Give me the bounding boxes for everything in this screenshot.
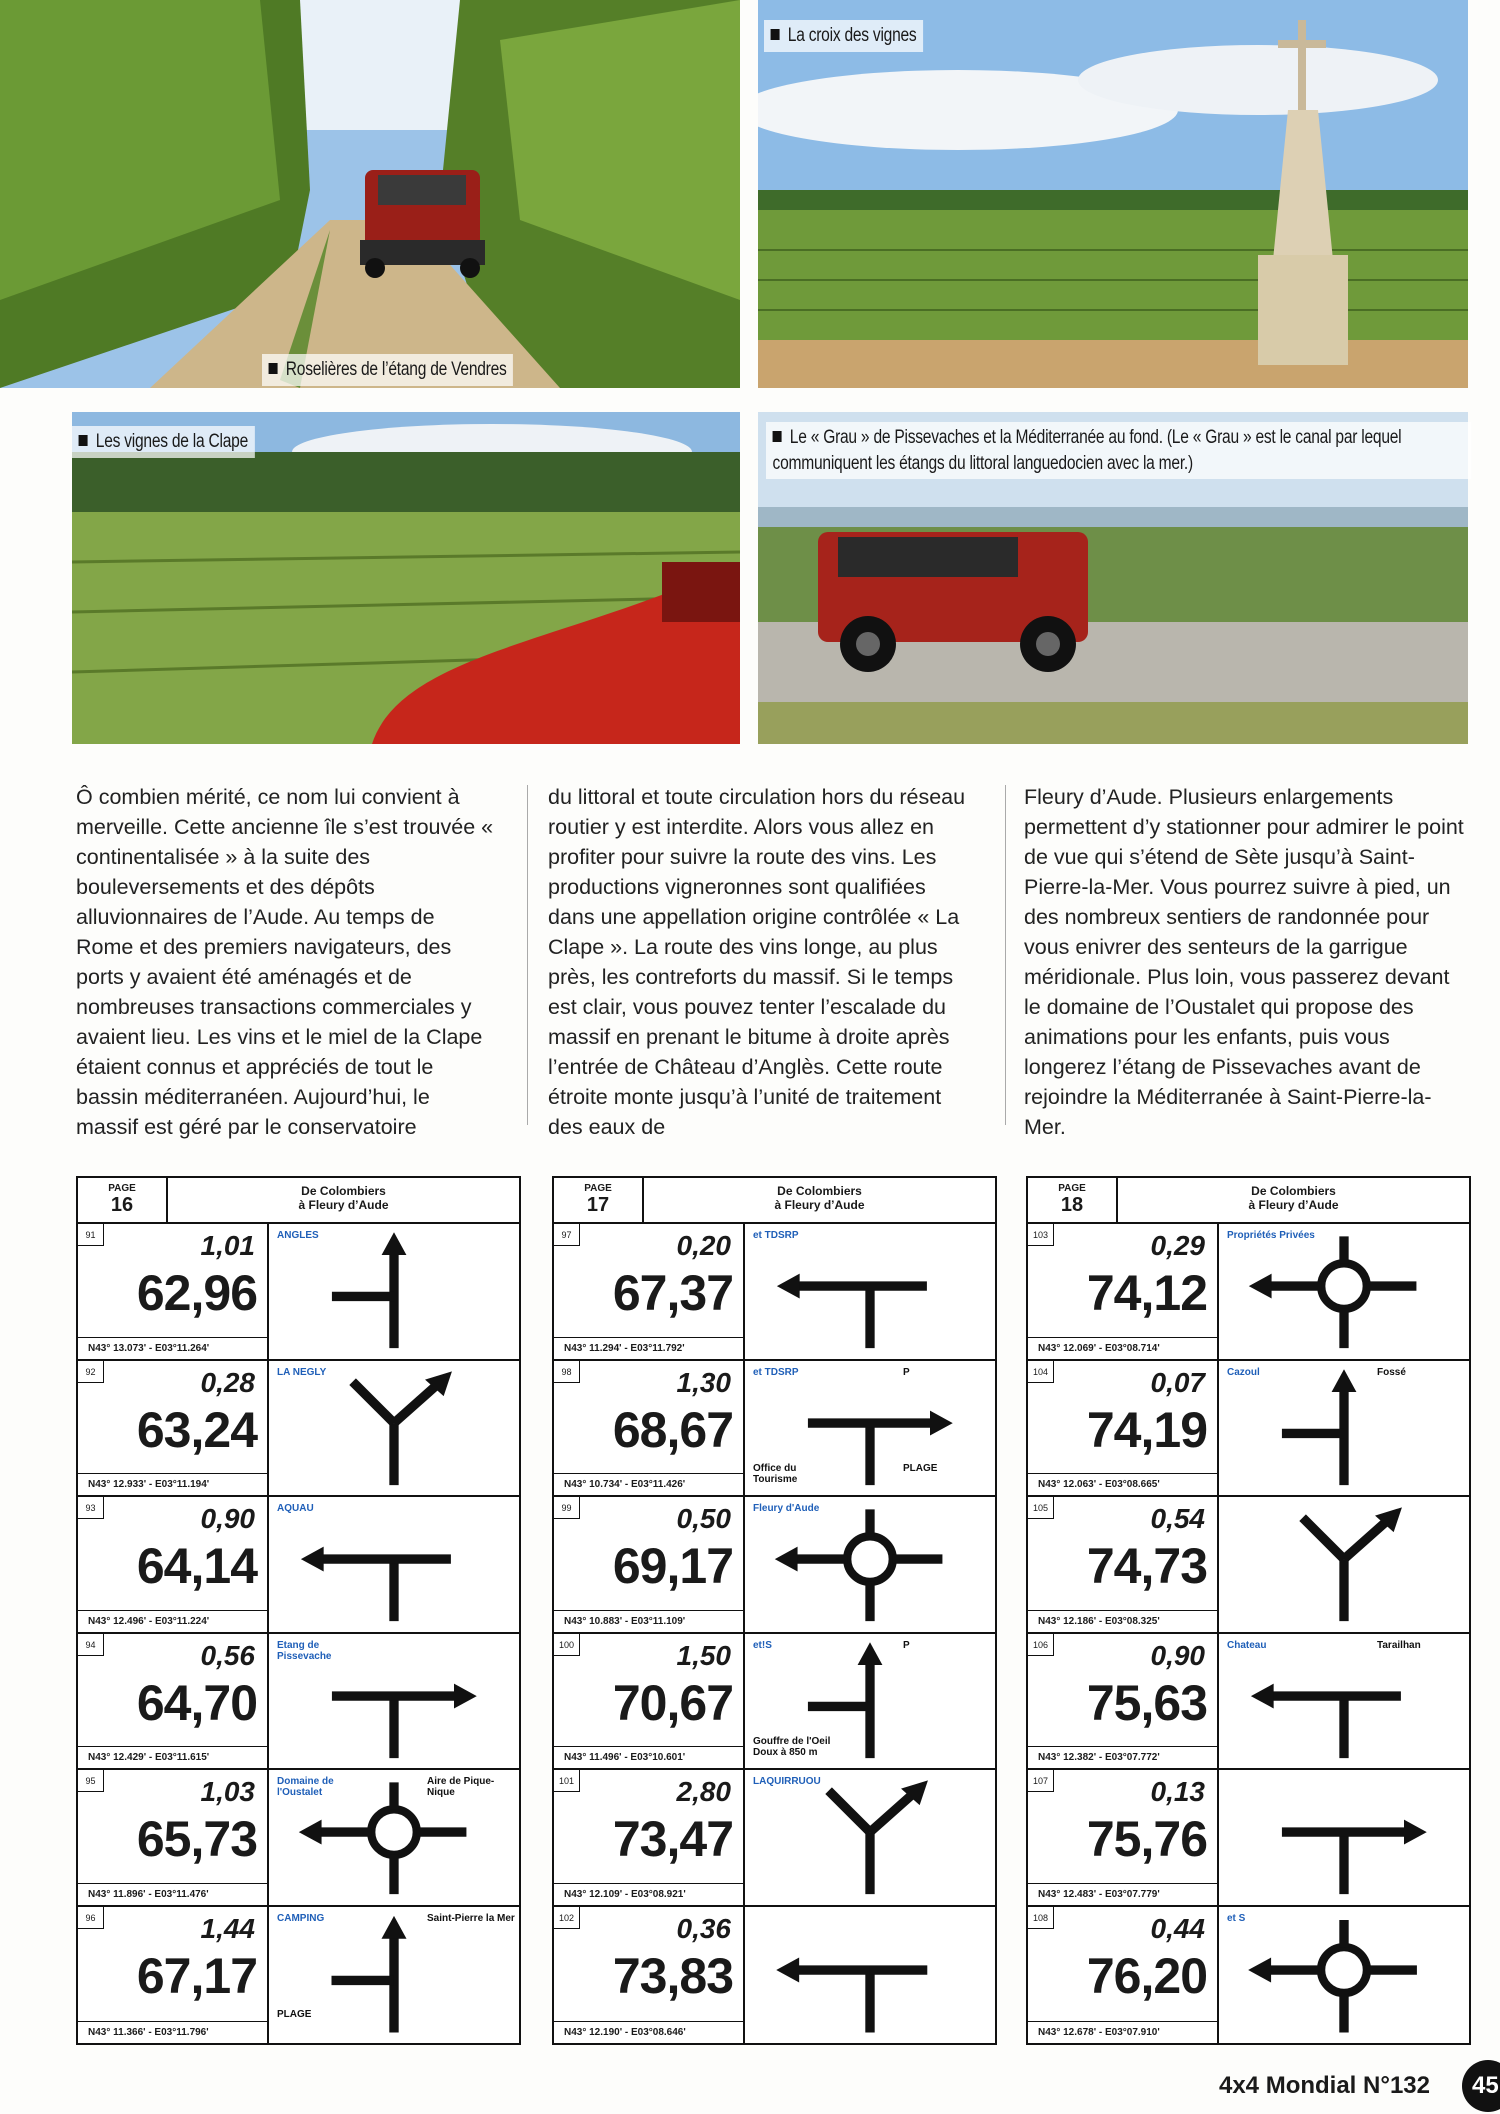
roadbook-row (78, 1770, 519, 1907)
tulip-label: Office du Tourisme (753, 1462, 798, 1485)
total-distance: 75,76 (1086, 1811, 1207, 1867)
roadbook-row (1028, 1497, 1469, 1634)
roadbook-tulip-cell (745, 1361, 995, 1496)
caption-text: La croix des vignes (787, 25, 917, 46)
gps-coordinates: N43° 12.382' - E03°07.772' (1028, 1746, 1217, 1768)
partial-distance: 1,03 (200, 1776, 255, 1807)
total-distance: 65,73 (136, 1811, 257, 1867)
roadbook-header (1028, 1178, 1469, 1224)
article-column-3: Fleury d’Aude. Plusieurs enlargements permettent d’y stationner pour admirer le point de vue qui s’étend de Sète jusqu’à Saint-Pierre-la-Mer. Vous pourrez suivre à pied, un des nombreux sentiers de randonnée pour vous enivrer des senteurs de la garrigue méridionale. Plus loin, vous passerez devant le domaine de l’Oustalet qui propose des animations pour les enfants, puis vous longerez l’étang de Pissevaches avant de rejoindre la Méditerranée à Saint-Pierre-la-Mer. (1024, 785, 1464, 1139)
gps-coordinates: N43° 12.429' - E03°11.615' (78, 1746, 267, 1768)
partial-distance: 0,90 (200, 1503, 255, 1534)
partial-distance: 0,54 (1150, 1503, 1205, 1534)
total-distance: 74,12 (1086, 1265, 1207, 1321)
gps-coordinates: N43° 12.109' - E03°08.921' (554, 1883, 743, 1905)
roadbook-row (554, 1497, 995, 1634)
roadbook-tulip-cell (745, 1770, 995, 1905)
tulip-diagram-icon (1219, 1497, 1469, 1632)
photo-croix (758, 0, 1468, 388)
caption-square-icon (773, 431, 782, 442)
photo-croix-image (758, 0, 1468, 388)
partial-distance: 0,56 (200, 1639, 255, 1671)
tulip-label: AQUAU (277, 1503, 314, 1514)
tulip-diagram-icon (1219, 1224, 1469, 1359)
waypoint-number: 98 (554, 1361, 580, 1383)
total-distance: 70,67 (612, 1674, 733, 1731)
total-distance: 76,20 (1086, 1947, 1207, 2004)
total-distance: 62,96 (136, 1265, 257, 1321)
roadbook-distance-cell (554, 1634, 745, 1769)
tulip-label: P (903, 1639, 910, 1651)
gps-coordinates: N43° 12.496' - E03°11.224' (78, 1610, 267, 1632)
tulip-label: Propriétés Privées (1227, 1230, 1315, 1241)
tulip-diagram-icon (269, 1497, 519, 1632)
roadbook-distance-cell (78, 1907, 269, 2044)
waypoint-number: 99 (554, 1497, 580, 1519)
caption-text: Les vignes de la Clape (95, 431, 249, 452)
roadbook-row (1028, 1770, 1469, 1907)
roadbook-row (78, 1907, 519, 2044)
total-distance: 68,67 (612, 1401, 733, 1458)
caption-square-icon (269, 363, 278, 374)
tulip-diagram-icon (269, 1224, 519, 1359)
gps-coordinates: N43° 11.896' - E03°11.476' (78, 1883, 267, 1905)
roadbook-tulip-cell (269, 1224, 519, 1359)
photo-roselieres (0, 0, 740, 388)
tulip-label: Aire de Pique-Nique (427, 1776, 495, 1798)
waypoint-number: 96 (78, 1907, 104, 1929)
roadbook-table (552, 1176, 997, 2045)
caption-text: Le « Grau » de Pissevaches et la Méditerranée au fond. (Le « Grau » est le canal par lequel communiquent les étangs du littoral languedocien avec la mer.) (772, 427, 1402, 474)
waypoint-number: 104 (1028, 1361, 1054, 1383)
gps-coordinates: N43° 12.190' - E03°08.646' (554, 2021, 743, 2043)
gps-coordinates: N43° 10.883' - E03°11.109' (554, 1610, 743, 1632)
waypoint-number: 92 (78, 1361, 104, 1383)
route-title: De Colombiers à Fleury d’Aude (298, 1184, 389, 1212)
roadbook-distance-cell (78, 1224, 269, 1359)
roadbook-distance-cell (1028, 1770, 1219, 1905)
waypoint-number: 105 (1028, 1497, 1054, 1519)
roadbook-header (78, 1178, 519, 1224)
waypoint-number: 103 (1028, 1224, 1054, 1246)
roadbook-page-cell (78, 1178, 168, 1222)
roadbook-row (554, 1634, 995, 1771)
total-distance: 74,19 (1086, 1401, 1207, 1458)
roadbook-distance-cell (1028, 1497, 1219, 1632)
gps-coordinates: N43° 10.734' - E03°11.426' (554, 1473, 743, 1495)
tulip-label: Saint-Pierre la Mer (427, 1912, 515, 1924)
roadbook-row (554, 1361, 995, 1498)
roadbook-distance-cell (1028, 1634, 1219, 1769)
roadbook-tulip-cell (1219, 1361, 1469, 1496)
total-distance: 69,17 (612, 1538, 733, 1594)
gps-coordinates: N43° 11.366' - E03°11.796' (78, 2021, 267, 2043)
page-number: 18 (1060, 1194, 1084, 1216)
roadbook-distance-cell (1028, 1907, 1219, 2044)
roadbook-tulip-cell (269, 1361, 519, 1496)
caption-roselieres (262, 354, 513, 386)
waypoint-number: 108 (1028, 1907, 1054, 1929)
page-label: PAGE (1058, 1183, 1086, 1194)
tulip-label: Etang de Pissevache (277, 1639, 332, 1662)
partial-distance: 0,50 (676, 1503, 731, 1534)
tulip-diagram-icon (269, 1361, 519, 1496)
total-distance: 64,70 (136, 1674, 257, 1731)
roadbook-distance-cell (78, 1361, 269, 1496)
waypoint-number: 97 (554, 1224, 580, 1246)
total-distance: 63,24 (136, 1401, 257, 1458)
photo-roselieres-image (0, 0, 740, 388)
gps-coordinates: N43° 12.186' - E03°08.325' (1028, 1610, 1217, 1632)
roadbook-row (1028, 1224, 1469, 1361)
partial-distance: 0,29 (1150, 1230, 1205, 1261)
page-number-badge: 45 (1462, 2060, 1500, 2112)
waypoint-number: 95 (78, 1770, 104, 1792)
roadbook-row (78, 1361, 519, 1498)
roadbook-tulip-cell (269, 1907, 519, 2044)
route-title: De Colombiers à Fleury d’Aude (774, 1184, 865, 1212)
roadbook-tulip-cell (1219, 1907, 1469, 2044)
article-column-2: du littoral et toute circulation hors du réseau routier y est interdite. Alors vous allez en profiter pour suivre la route des vins. Les productions vigneronnes sont qualifiées dans une appellation origine contrôlée « La Clape ». La route des vins longe, au plus près, les contreforts du massif. Si le temps est clair, vous pouvez tenter l’escalade du massif en prenant le bitume à droite après l’entrée de Château d’Anglès. Cette route étroite monte jusqu’à l’unité de traitement des eaux de (548, 785, 966, 1139)
roadbook-tulip-cell (1219, 1770, 1469, 1905)
page-label: PAGE (108, 1183, 136, 1194)
roadbook-tulip-cell (269, 1634, 519, 1769)
roadbook-table (76, 1176, 521, 2045)
article-column-1: Ô combien mérité, ce nom lui convient à merveille. Cette ancienne île s’est trouvée « continentalisée » à la suite des bouleversements et des dépôts alluvionnaires de l’Aude. Au temps de Rome et des premiers navigateurs, des ports y avaient été aménagés et de nombreuses transactions commerciales y avaient lieu. Les vins et le miel de la Clape étaient connus et appréciés de tout le bassin méditerranéen. Aujourd’hui, le massif est géré par le conservatoire (76, 785, 494, 1139)
tulip-label: Tarailhan (1377, 1639, 1421, 1651)
roadbook-row (554, 1907, 995, 2044)
tulip-diagram-icon (1219, 1907, 1469, 2044)
caption-text: Roselières de l’étang de Vendres (285, 359, 507, 380)
roadbook-distance-cell (1028, 1361, 1219, 1496)
roadbook-page-cell (1028, 1178, 1118, 1222)
roadbook-tulip-cell (745, 1907, 995, 2044)
partial-distance: 1,50 (676, 1639, 731, 1671)
column-divider (1005, 785, 1006, 1125)
roadbook-distance-cell (78, 1634, 269, 1769)
roadbook-distance-cell (554, 1497, 745, 1632)
tulip-diagram-icon (1219, 1770, 1469, 1905)
tulip-label: Chateau (1227, 1639, 1267, 1651)
roadbook-row (1028, 1634, 1469, 1771)
roadbook-header (554, 1178, 995, 1224)
total-distance: 67,37 (612, 1265, 733, 1321)
roadbook-tulip-cell (1219, 1224, 1469, 1359)
roadbook-tulip-cell (745, 1497, 995, 1632)
caption-square-icon (771, 29, 780, 40)
tulip-label: Gouffre de l'Oeil Doux à 850 m (753, 1735, 831, 1758)
tulip-diagram-icon (269, 1907, 519, 2044)
roadbook-tulip-cell (1219, 1634, 1469, 1769)
waypoint-number: 91 (78, 1224, 104, 1246)
roadbook-tulip-cell (745, 1224, 995, 1359)
tulip-label: PLAGE (277, 2008, 312, 2020)
magazine-footer: 4x4 Mondial N°132 (1218, 2072, 1430, 2099)
partial-distance: 2,80 (676, 1776, 731, 1807)
tulip-diagram-icon (745, 1224, 995, 1359)
caption-grau (766, 422, 1471, 479)
tulip-label: Cazoul (1227, 1366, 1260, 1378)
tulip-diagram-icon (745, 1907, 995, 2044)
page-number: 17 (586, 1194, 610, 1216)
roadbook-row (554, 1770, 995, 1907)
roadbook-row (78, 1224, 519, 1361)
route-title: De Colombiers à Fleury d’Aude (1248, 1184, 1339, 1212)
tulip-label: et!S (753, 1639, 772, 1651)
roadbook-tulip-cell (269, 1497, 519, 1632)
page-label: PAGE (584, 1183, 612, 1194)
partial-distance: 0,90 (1150, 1639, 1205, 1671)
waypoint-number: 107 (1028, 1770, 1054, 1792)
roadbook-distance-cell (1028, 1224, 1219, 1359)
partial-distance: 1,30 (676, 1366, 731, 1398)
gps-coordinates: N43° 12.678' - E03°07.910' (1028, 2021, 1217, 2043)
gps-coordinates: N43° 11.496' - E03°10.601' (554, 1746, 743, 1768)
gps-coordinates: N43° 12.069' - E03°08.714' (1028, 1337, 1217, 1359)
gps-coordinates: N43° 11.294' - E03°11.792' (554, 1337, 743, 1359)
total-distance: 73,47 (612, 1811, 733, 1867)
total-distance: 73,83 (612, 1947, 733, 2004)
partial-distance: 0,20 (676, 1230, 731, 1261)
tulip-diagram-icon (1219, 1361, 1469, 1496)
roadbook-table (1026, 1176, 1471, 2045)
tulip-label: et TDSRP (753, 1230, 799, 1241)
tulip-label: LA NEGLY (277, 1366, 327, 1378)
roadbook-distance-cell (554, 1770, 745, 1905)
gps-coordinates: N43° 12.483' - E03°07.779' (1028, 1883, 1217, 1905)
waypoint-number: 101 (554, 1770, 580, 1792)
partial-distance: 0,44 (1150, 1912, 1205, 1944)
tulip-label: LAQUIRRUOU (753, 1776, 821, 1787)
roadbook-distance-cell (554, 1907, 745, 2044)
tulip-label: Fossé (1377, 1366, 1406, 1378)
roadbook-row (1028, 1907, 1469, 2044)
waypoint-number: 106 (1028, 1634, 1054, 1656)
tulip-label: et TDSRP (753, 1366, 799, 1378)
page-number: 16 (110, 1194, 134, 1216)
roadbook-distance-cell (78, 1770, 269, 1905)
partial-distance: 0,36 (676, 1912, 731, 1944)
partial-distance: 1,44 (200, 1912, 255, 1944)
waypoint-number: 93 (78, 1497, 104, 1519)
column-divider (527, 785, 528, 1125)
tulip-label: ANGLES (277, 1230, 319, 1241)
caption-square-icon (79, 435, 88, 446)
partial-distance: 0,07 (1150, 1366, 1205, 1398)
roadbook-distance-cell (554, 1361, 745, 1496)
gps-coordinates: N43° 12.063' - E03°08.665' (1028, 1473, 1217, 1495)
gps-coordinates: N43° 12.933' - E03°11.194' (78, 1473, 267, 1495)
total-distance: 67,17 (136, 1947, 257, 2004)
roadbook-row (1028, 1361, 1469, 1498)
photo-vignes-image (72, 412, 740, 744)
tulip-label: P (903, 1366, 910, 1378)
tulip-label: Domaine de l'Oustalet (277, 1776, 334, 1798)
roadbook-row (78, 1497, 519, 1634)
total-distance: 75,63 (1086, 1674, 1207, 1731)
roadbook-tulip-cell (745, 1634, 995, 1769)
caption-vignes (72, 426, 255, 458)
photo-vignes-clape (72, 412, 740, 744)
caption-croix (764, 20, 923, 52)
tulip-diagram-icon (745, 1497, 995, 1632)
partial-distance: 0,28 (200, 1366, 255, 1398)
partial-distance: 1,01 (200, 1230, 255, 1261)
roadbook-tulip-cell (269, 1770, 519, 1905)
waypoint-number: 100 (554, 1634, 580, 1656)
tulip-label: PLAGE (903, 1462, 938, 1474)
partial-distance: 0,13 (1150, 1776, 1205, 1807)
waypoint-number: 102 (554, 1907, 580, 1929)
gps-coordinates: N43° 13.073' - E03°11.264' (78, 1337, 267, 1359)
roadbook-tulip-cell (1219, 1497, 1469, 1632)
roadbook-page-cell (554, 1178, 644, 1222)
total-distance: 64,14 (136, 1538, 257, 1594)
tulip-label: CAMPING (277, 1912, 325, 1924)
roadbook-row (554, 1224, 995, 1361)
tulip-diagram-icon (745, 1770, 995, 1905)
roadbook-row (78, 1634, 519, 1771)
tulip-diagram-icon (1219, 1634, 1469, 1769)
tulip-label: Fleury d'Aude (753, 1503, 820, 1514)
tulip-label: et S (1227, 1912, 1246, 1924)
roadbook-distance-cell (554, 1224, 745, 1359)
total-distance: 74,73 (1086, 1538, 1207, 1594)
waypoint-number: 94 (78, 1634, 104, 1656)
roadbook-distance-cell (78, 1497, 269, 1632)
